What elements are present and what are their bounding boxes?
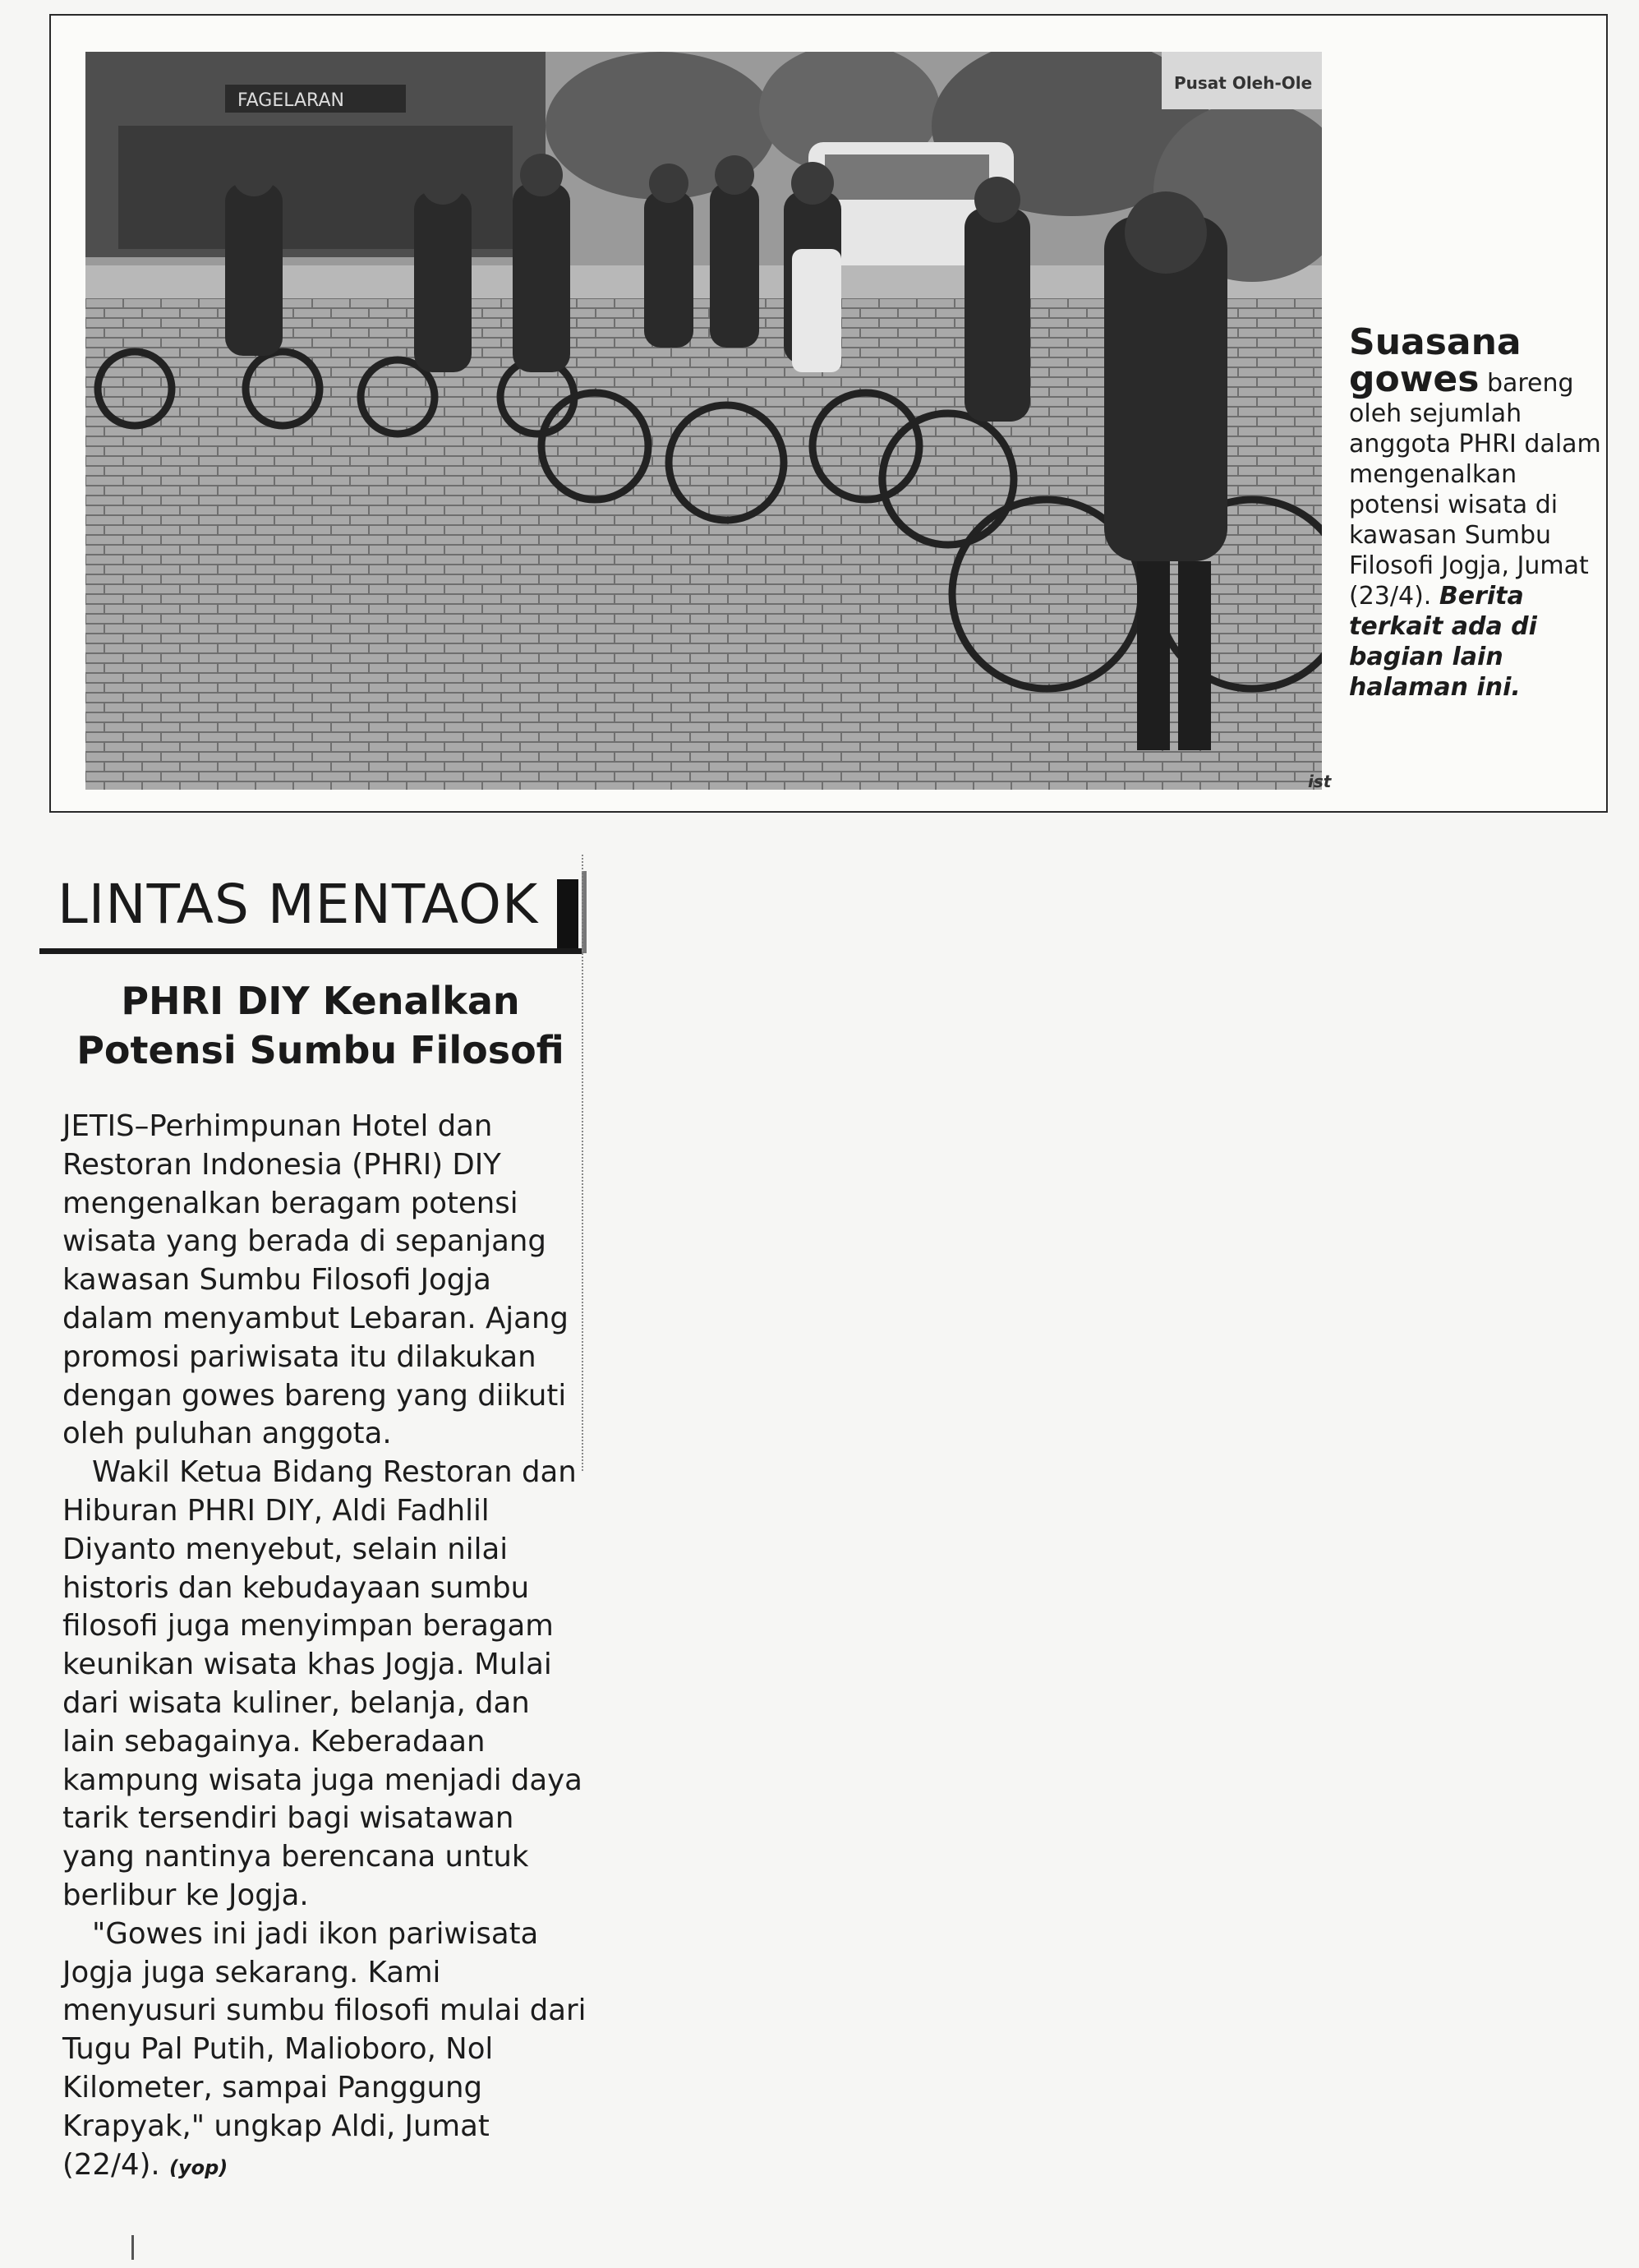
news-photo bbox=[85, 52, 1322, 790]
page-tick-mark bbox=[131, 2235, 134, 2260]
photo-caption bbox=[1349, 321, 1612, 703]
store-sign-text: Pusat Oleh-Ole bbox=[1174, 73, 1313, 93]
caption-italic-note: Berita terkait ada di bagian lain halaman ini. bbox=[1349, 582, 1537, 702]
caption-lead-2: gowes bbox=[1349, 358, 1480, 400]
rubric-marker-block bbox=[557, 879, 578, 948]
shop-sign-text: FAGELARAN bbox=[237, 90, 344, 111]
photo-illustration bbox=[85, 52, 1322, 790]
caption-lead: Suasana bbox=[1349, 321, 1522, 363]
headline-line-2: Potensi Sumbu Filosofi bbox=[76, 1028, 564, 1072]
column-margin-line bbox=[582, 855, 585, 1471]
rubric-underline bbox=[39, 948, 582, 954]
photo-frame bbox=[49, 14, 1608, 813]
article-paragraph-2: Wakil Ketua Bidang Restoran dan Hiburan PHRI DIY, Aldi Fadhlil Diyanto menyebut, selain nilai historis dan kebudayaan sumbu filosofi juga menyimpan beragam keunikan wisata khas Jogja. Mulai dari wisata kuliner, belanja, dan lain sebagainya. Keberadaan kampung wisata juga menjadi daya tarik tersendiri bagi wisatawan yang nantinya berencana untuk berlibur ke Jogja. bbox=[62, 1455, 582, 1912]
section-rubric bbox=[39, 863, 582, 953]
article-body bbox=[62, 1108, 588, 2187]
photo-credit: ist bbox=[1308, 772, 1332, 791]
rubric-title: LINTAS MENTAOK bbox=[58, 873, 539, 936]
caption-text: bareng oleh sejumlah anggota PHRI dalam mengenalkan potensi wisata di kawasan Sumbu Filosofi Jogja, Jumat (23/4). bbox=[1349, 369, 1601, 611]
article-headline bbox=[49, 976, 592, 1075]
article-paragraph-1: JETIS–Perhimpunan Hotel dan Restoran Indonesia (PHRI) DIY mengenalkan beragam potensi wisata yang berada di sepanjang kawasan Sumbu Filosofi Jogja dalam menyambut Lebaran. Ajang promosi pariwisata itu dilakukan dengan gowes bareng yang diikuti oleh puluhan anggota. bbox=[62, 1109, 569, 1451]
headline-line-1: PHRI DIY Kenalkan bbox=[121, 979, 520, 1023]
article-paragraph-3 bbox=[62, 1915, 588, 2187]
paragraph-3-text: "Gowes ini jadi ikon pariwisata Jogja juga sekarang. Kami menyusuri sumbu filosofi mulai dari Tugu Pal Putih, Malioboro, Nol Kilometer, sampai Panggung Krapyak," ungkap Aldi, Jumat (22/4). bbox=[62, 1916, 587, 2182]
author-signature: (yop) bbox=[169, 2155, 228, 2179]
